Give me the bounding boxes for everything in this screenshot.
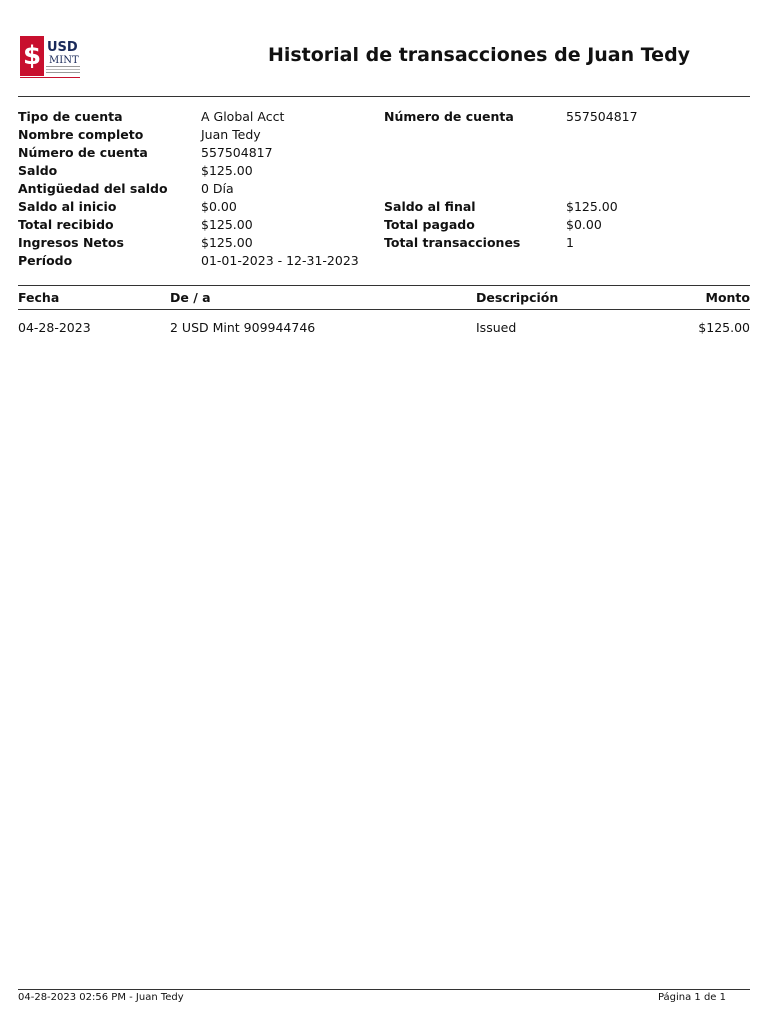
- column-header-fecha: Fecha: [18, 290, 60, 305]
- table-top-divider: [18, 285, 750, 286]
- summary-row: [18, 144, 750, 162]
- column-header-descripcion: Descripción: [476, 290, 559, 305]
- account-summary: [18, 108, 750, 270]
- summary-label: Ingresos Netos: [18, 235, 124, 250]
- table-row: [18, 319, 750, 337]
- summary-row: [18, 162, 750, 180]
- cell-fecha: 04-28-2023: [18, 320, 91, 335]
- summary-label-secondary: Total transacciones: [384, 235, 521, 250]
- svg-text:MINT: MINT: [49, 55, 79, 66]
- summary-label-secondary: Número de cuenta: [384, 109, 514, 124]
- summary-row: [18, 180, 750, 198]
- svg-text:$: $: [22, 41, 42, 71]
- summary-row: [18, 234, 750, 252]
- summary-label: Saldo: [18, 163, 58, 178]
- summary-row: [18, 216, 750, 234]
- footer-divider: [18, 989, 750, 990]
- summary-value: $125.00: [201, 217, 253, 232]
- summary-label-secondary: Saldo al final: [384, 199, 476, 214]
- summary-value: $125.00: [201, 163, 253, 178]
- usd-mint-logo: [18, 34, 82, 80]
- header-divider: [18, 96, 750, 97]
- table-header-divider: [18, 309, 750, 310]
- summary-label: Período: [18, 253, 73, 268]
- cell-monto: $125.00: [698, 320, 750, 335]
- summary-value: $0.00: [201, 199, 237, 214]
- summary-value: A Global Acct: [201, 109, 285, 124]
- column-header-monto: Monto: [705, 290, 750, 305]
- summary-label: Tipo de cuenta: [18, 109, 123, 124]
- summary-row: [18, 198, 750, 216]
- summary-row: [18, 108, 750, 126]
- transactions-table-header: [18, 289, 750, 307]
- summary-label: Número de cuenta: [18, 145, 148, 160]
- summary-label: Saldo al inicio: [18, 199, 117, 214]
- summary-label-secondary: Total pagado: [384, 217, 475, 232]
- cell-de-a: 2 USD Mint 909944746: [170, 320, 316, 335]
- cell-descripcion: Issued: [476, 320, 517, 335]
- summary-value-secondary: $0.00: [566, 217, 602, 232]
- summary-value: 557504817: [201, 145, 273, 160]
- footer-timestamp: 04-28-2023 02:56 PM - Juan Tedy: [18, 992, 184, 1003]
- summary-row: [18, 252, 750, 270]
- summary-value-secondary: 1: [566, 235, 574, 250]
- summary-value: 0 Día: [201, 181, 234, 196]
- summary-value: $125.00: [201, 235, 253, 250]
- summary-value: 01-01-2023 - 12-31-2023: [201, 253, 359, 268]
- summary-value-secondary: $125.00: [566, 199, 618, 214]
- footer-page-number: Página 1 de 1: [657, 992, 726, 1003]
- summary-row: [18, 126, 750, 144]
- page-title: Historial de transacciones de Juan Tedy: [267, 44, 691, 66]
- svg-text:USD: USD: [47, 40, 78, 55]
- summary-label: Antigüedad del saldo: [18, 181, 168, 196]
- summary-label: Total recibido: [18, 217, 114, 232]
- column-header-de-a: De / a: [170, 290, 211, 305]
- summary-label: Nombre completo: [18, 127, 144, 142]
- summary-value: Juan Tedy: [201, 127, 261, 142]
- summary-value-secondary: 557504817: [566, 109, 638, 124]
